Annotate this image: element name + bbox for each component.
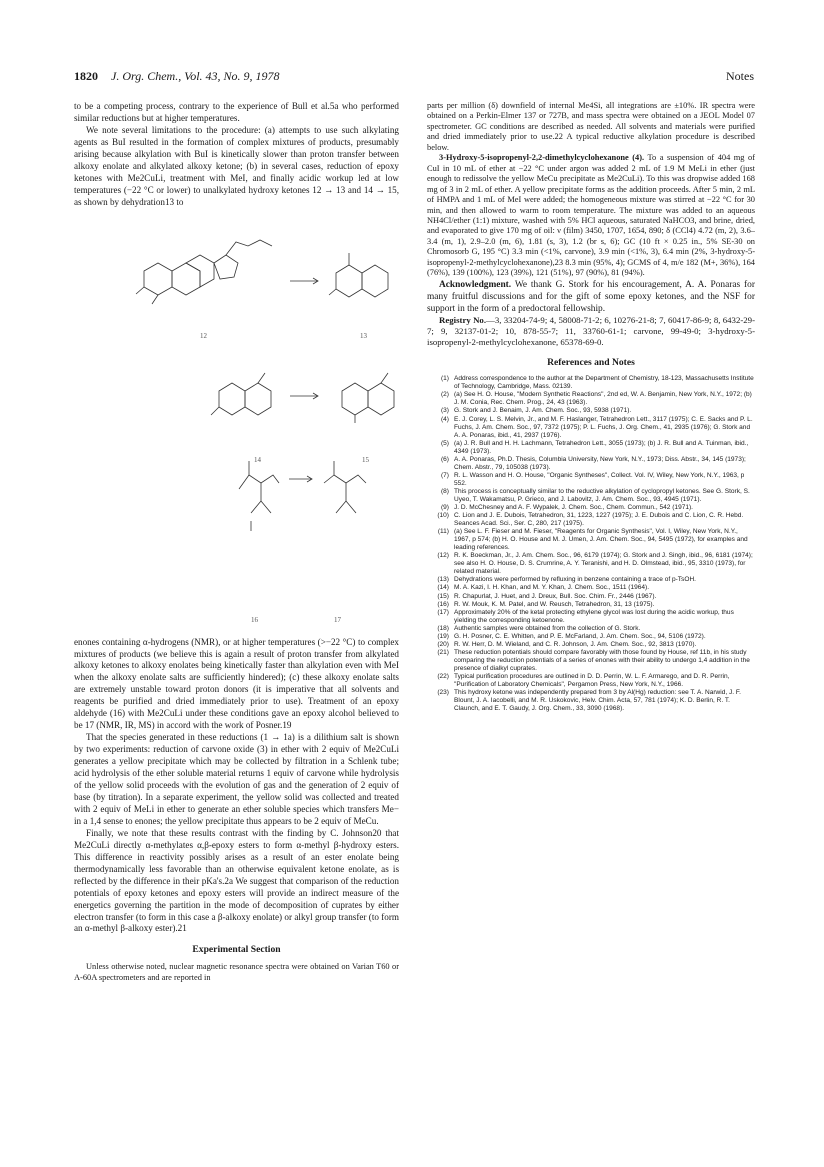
reference-number: (9) (440, 504, 449, 512)
reference-item (427, 625, 755, 633)
paragraph: That the species generated in these reductions (1 → 1a) is a dilithium salt is shown by two experiments: reduction of carvone oxide (3) in ether with 2 equiv of Me2CuLi generates a yellow precipitate which may be collected by filtration in a Schlenk tube; acid hydrolysis of the ether soluble material returns 1 equiv of carvone while hydrolysis of the yellow solid proceeds with the evolution of gas and the generation of 2 equiv of base (by titration). In a separate experiment, the yellow solid was collected and treated with 2 equiv of MeLi in ether to generate an ether soluble species which transfers Me− in a 1,4 sense to enones; the yellow precipitate thus appears to be 2 equiv of MeCu. (74, 732, 399, 826)
reference-number: (5) (440, 439, 449, 447)
paragraph: Finally, we note that these results contrast with the finding by C. Johnson20 that Me2CuLi directly α-methylates α,β-epoxy esters to form α-methyl β-hydroxy esters. This difference in reactivity possibly arises as a result of an ester enolate being thermodynamically less favorable than an otherwise equivalent ketone enolate, as is reflected by the difference in their pKa's.2a We suggest that comparison of the reduction potentials of epoxy ketones and epoxy esters will provide an indirect measure of the energetics governing the partition in the mode of decomposition of cuprates by either electron transfer (to form in this case a β-alkoxy enolate) or alkyl group transfer (to form an α-methyl β-alkoxy ester).21 (74, 827, 399, 934)
reference-number: (16) (437, 600, 449, 608)
figure-label-14: 14 (254, 455, 261, 464)
structure-13 (329, 253, 388, 297)
reference-item (427, 440, 755, 456)
reference-number: (7) (440, 471, 449, 479)
figure-label-12: 12 (200, 331, 207, 340)
reaction-scheme-drawing (74, 211, 399, 631)
reference-text: M. A. Kazi, I. H. Khan, and M. Y. Khan, J. Chem. Soc., 1511 (1964). (454, 584, 650, 592)
reference-number: (6) (440, 455, 449, 463)
reference-number: (12) (437, 552, 449, 560)
reference-text: Typical purification procedures are outlined in D. D. Perrin, W. L. F. Armarego, and D. R. Perrin, "Purification of Laboratory Chemicals", Pergamon Press, New York, N.Y., 1966. (454, 673, 730, 689)
reference-number: (22) (437, 673, 449, 680)
procedure-paragraph (427, 153, 755, 278)
reference-item (427, 576, 755, 584)
reference-number: (20) (437, 640, 449, 648)
reference-text: R. W. Mouk, K. M. Patel, and W. Reusch, Tetrahedron, 31, 13 (1975). (454, 600, 655, 608)
reference-text: R. Chapurlat, J. Huet, and J. Dreux, Bull. Soc. Chim. Fr., 2446 (1967). (454, 592, 657, 600)
reference-item (427, 391, 755, 407)
reference-item (427, 593, 755, 601)
reference-item (427, 673, 755, 689)
structure-17 (324, 461, 366, 513)
structure-16 (239, 461, 279, 531)
reference-number: (14) (437, 584, 449, 592)
reference-item (427, 456, 755, 472)
right-column (427, 101, 755, 713)
reference-number: (15) (437, 592, 449, 600)
reference-number: (13) (437, 576, 449, 584)
section-label: Notes (726, 69, 754, 83)
structure-15 (342, 373, 394, 423)
figure-label-15: 15 (362, 455, 369, 464)
reference-list (427, 375, 755, 713)
reference-text: This hydroxy ketone was independently prepared from 3 by Al(Hg) reduction: see T. A. Narwid, J. F. Blount, J. A. Iacobelli, and M. R. Uskokovic, Helv. Chim. Acta, 57, 781 (1974); K. D. Berlin, R. T. Claunch, and E. T. Gaudy, J. Org. Chem., 33, 3090 (1968). (454, 689, 741, 713)
figure-label-13: 13 (360, 331, 367, 340)
reference-item (427, 416, 755, 440)
section-heading: Experimental Section (192, 944, 281, 956)
reference-text: E. J. Corey, L. S. Melvin, Jr., and M. F. Haslanger, Tetrahedron Lett., 3117 (1975); C. E. Sacks and P. L. Fuchs, J. Am. Chem. Soc., 97, 7372 (1975); P. L. Fuchs, J. Org. Chem., 41, 2935 (1976); G. Stork and A. A. Ponaras, ibid., 41, 2937 (1976). (454, 415, 753, 439)
reference-number: (2) (440, 391, 449, 399)
references-heading: References and Notes (547, 357, 635, 369)
reference-number: (18) (437, 624, 449, 632)
reference-item (427, 601, 755, 609)
structure-14 (211, 373, 271, 415)
reference-number: (3) (440, 407, 449, 415)
reference-number: (21) (437, 648, 449, 656)
reference-text: G. H. Posner, C. E. Whitten, and P. E. McFarland, J. Am. Chem. Soc., 94, 5106 (1972). (454, 632, 706, 640)
paragraph: We note several limitations to the procedure: (a) attempts to use such alkylating agents as BuI resulted in the formation of complex mixtures of products, presumably arising because alkylation with BuI is kinetically slower than proton transfer between alkoxy enolate and alkylated alkoxy ketone; (b) in several cases, reduction of epoxy ketones with Me2CuLi, treatment with MeI, and finally acidic workup led at low temperatures (−22 °C or lower) to unalkylated hydroxy ketones 12 → 13 and 14 → 15, as shown by dehydration13 to (74, 124, 399, 207)
reference-number: (10) (437, 512, 449, 520)
reference-item (427, 407, 755, 415)
reference-item (427, 584, 755, 592)
registry-title: Registry No. (439, 315, 487, 326)
reference-item (427, 641, 755, 649)
figure-label-17: 17 (334, 615, 341, 624)
reference-text: (a) J. R. Bull and H. H. Lachmann, Tetrahedron Lett., 3055 (1973); (b) J. R. Bull and A. Tuinman, ibid., 4349 (1973). (454, 439, 749, 455)
reference-number: (4) (440, 415, 449, 423)
paragraph: parts per million (δ) downfield of internal Me4Si, all integrations are ±10%. IR spectra were obtained on a Perkin-Elmer 137 or 727B, and mass spectra were obtained on a JEOL Model 07 spectrometer. GC conditions are described as needed. All solvents and materials were purified and dried immediately prior to use.22 A typical reductive alkylation procedure is described below. (427, 101, 755, 152)
reference-item (427, 375, 755, 391)
journal-citation: J. Org. Chem., Vol. 43, No. 9, 1978 (111, 69, 280, 83)
reference-text: This process is conceptually similar to the reductive alkylation of cyclopropyl ketones. See G. Stork, S. Uyeo, T. Wakamatsu, P. Grieco, and J. Labovitz, J. Am. Chem. Soc., 93, 4945 (1971). (454, 487, 750, 503)
reference-item (427, 472, 755, 488)
reference-text: (a) See H. O. House, "Modern Synthetic Reactions", 2nd ed, W. A. Benjamin, New York, N.Y., 1972; (b) J. M. Conia, Rec. Chem. Prog., 24, 43 (1963). (454, 391, 752, 407)
acknowledgment-text: We thank G. Stork for his encouragement, A. A. Ponaras for many fruitful discussions and for the gift of some epoxy ketones, and the NSF for support in the form of a predoctoral fellowship. (427, 279, 755, 315)
reference-item (427, 633, 755, 641)
acknowledgment-title: Acknowledgment. (439, 279, 512, 290)
reference-text: These reduction potentials should compare favorably with those found by House, ref 11b, in his study comparing the reduction potentials of a series of enones with their ability to undergo 1,4 addition in the presence of dialkyl cuprates. (454, 648, 750, 672)
reference-number: (1) (440, 375, 449, 383)
reference-text: A. A. Ponaras, Ph.D. Thesis, Columbia University, New York, N.Y., 1973; Diss. Abstr., 34, 145 (1973); Chem. Abstr., 79, 105038 (1973). (454, 455, 746, 471)
registry-paragraph (427, 315, 755, 348)
reference-text: Approximately 20% of the ketal protecting ethylene glycol was lost during the acidic workup, thus yielding the corresponding ketoenone. (454, 608, 734, 624)
reference-text: C. Lion and J. E. Dubois, Tetrahedron, 31, 1223, 1227 (1975); J. E. Dubois and C. Lion, C. R. Hebd. Seances Acad. Sci., Ser. C, 280, 217 (1975). (454, 512, 744, 528)
paragraph: Unless otherwise noted, nuclear magnetic resonance spectra were obtained on Varian T60 or A-60A spectrometers and are reported in (74, 962, 399, 982)
reference-text: G. Stork and J. Benaim, J. Am. Chem. Soc., 93, 5938 (1971). (454, 407, 632, 415)
figure-label-16: 16 (251, 615, 258, 624)
reference-text: R. W. Herr, D. M. Wieland, and C. R. Johnson, J. Am. Chem. Soc., 92, 3813 (1970). (454, 640, 697, 648)
running-header (74, 69, 754, 85)
reference-item (427, 689, 755, 713)
page-number: 1820 (74, 69, 98, 83)
compound-title: 3-Hydroxy-5-isopropenyl-2,2-dimethylcyclohexanone (4). (439, 153, 645, 163)
structure-12 (136, 240, 272, 304)
reference-item (427, 649, 755, 673)
left-column (74, 101, 399, 983)
reference-text: J. D. McChesney and A. F. Wypalek, J. Chem. Soc., Chem. Commun., 542 (1971). (454, 504, 693, 512)
reference-number: (23) (437, 689, 449, 697)
procedure-text: To a suspension of 404 mg of CuI in 10 mL of ether at −22 °C under argon was added 2 mL of 1.9 M MeLi in ether (just enough to redissolve the yellow MeCu precipitate as Me2CuLi). To this was dropwise added 168 mg of 3 in 2 mL of ether. A yellow precipitate forms as the addition proceeds. After 5 min, 2 mL of HMPA and 1 mL of MeI were added; the homogeneous mixture was stirred at −22 °C for 30 min, and then allowed to warm to room temperature. The mixture was added to an aqueous NH4Cl/ether (1:1) mixture, washed with 5% HCl aqueous, saturated NaHCO3, and brine, dried, and evaporated to give 170 mg of oil: ν (film) 3450, 1707, 1654, 890; δ (CCl4) 4.72 (m, 2), 3.6–3.4 (m, 1), 2.9–2.0 (m, 6), 1.81 (s, 3), 1.2 (br s, 6); GC (10 ft × 0.25 in., 5% SE-30 on Chromosorb G, 195 °C) 3.3 min (<1%, carvone), 3.9 min (<1%, 3), 6.4 min (2%, 3-hydroxy-5-isopropenyl-2-methylcyclohexanone),23 8.3 min (95%, 4); GCMS of 4, m/e 182 (M+, 36%), 164 (76%), 139 (100%), 123 (39%), 121 (51%), 97 (90%), 81 (94%). (427, 153, 755, 278)
reference-text: Dehydrations were performed by refluxing in benzene containing a trace of p-TsOH. (454, 576, 696, 584)
reference-item (427, 488, 755, 504)
reference-number: (17) (437, 608, 449, 616)
paragraph: to be a competing process, contrary to the experience of Bull et al.5a who performed similar reductions but at higher temperatures. (74, 101, 399, 123)
reference-item (427, 552, 755, 576)
reference-text: (a) See L. F. Fieser and M. Fieser, "Reagents for Organic Synthesis", Vol. I, Wiley, New York, N.Y., 1967, p 574; (b) H. O. House and M. J. Umen, J. Am. Chem. Soc., 94, 5495 (1972), for examples and leading references. (454, 528, 748, 552)
reference-item (427, 512, 755, 528)
reaction-scheme-figure (74, 211, 399, 631)
registry-text: —3, 33204-74-9; 4, 58008-71-2; 6, 10276-21-8; 7, 60417-86-9; 8, 6432-29-7; 9, 32137-01-2; 10, 878-55-7; 11, 33760-61-1; carvone, 99-49-0; 3-hydroxy-5-isopropenyl-2-methylcyclohexanone, 65378-69-0. (427, 315, 756, 348)
paragraph: enones containing α-hydrogens (NMR), or at higher temperatures (>−22 °C) to complex mixtures of products (we believe this is again a result of proton transfer from alkylated alkoxy ketones to alkoxy enolates being kinetically faster than alkylation even with MeI when the alkoxy enolate salts are sufficiently hindered); (c) these alkoxy enolate salts are extremely unstable toward proton donors (it is imperative that all solvents and reagents be purified and dried immediately prior to use). Treatment of an epoxy aldehyde (16) with Me2CuLi under these conditions gave an epoxy alcohol believed to be 17 (NMR, IR, MS) in accord with the work of Posner.19 (74, 636, 399, 731)
reference-item (427, 504, 755, 512)
reference-text: Address correspondence to the author at the Department of Chemistry, 18-123, Massachusetts Institute of Technology, Cambridge, Mass. 02139. (454, 375, 754, 391)
reference-item (427, 528, 755, 552)
reference-text: Authentic samples were obtained from the collection of G. Stork. (454, 624, 641, 632)
reference-number: (11) (437, 528, 449, 536)
reference-text: R. K. Boeckman, Jr., J. Am. Chem. Soc., 96, 6179 (1974); G. Stork and J. Singh, ibid., 96, 6181 (1974); see also H. O. House, D. S. Crumrine, A. Y. Teranishi, and H. D. Olmstead, ibid., 95, 3310 (1973), for related material. (454, 552, 753, 576)
reference-number: (19) (437, 632, 449, 640)
reference-item (427, 609, 755, 625)
reference-text: R. L. Wasson and H. O. House, "Organic Syntheses", Collect. Vol. IV, Wiley, New York, N.Y., 1963, p 552. (454, 471, 745, 487)
reference-number: (8) (440, 487, 449, 495)
acknowledgment-paragraph (427, 279, 755, 316)
